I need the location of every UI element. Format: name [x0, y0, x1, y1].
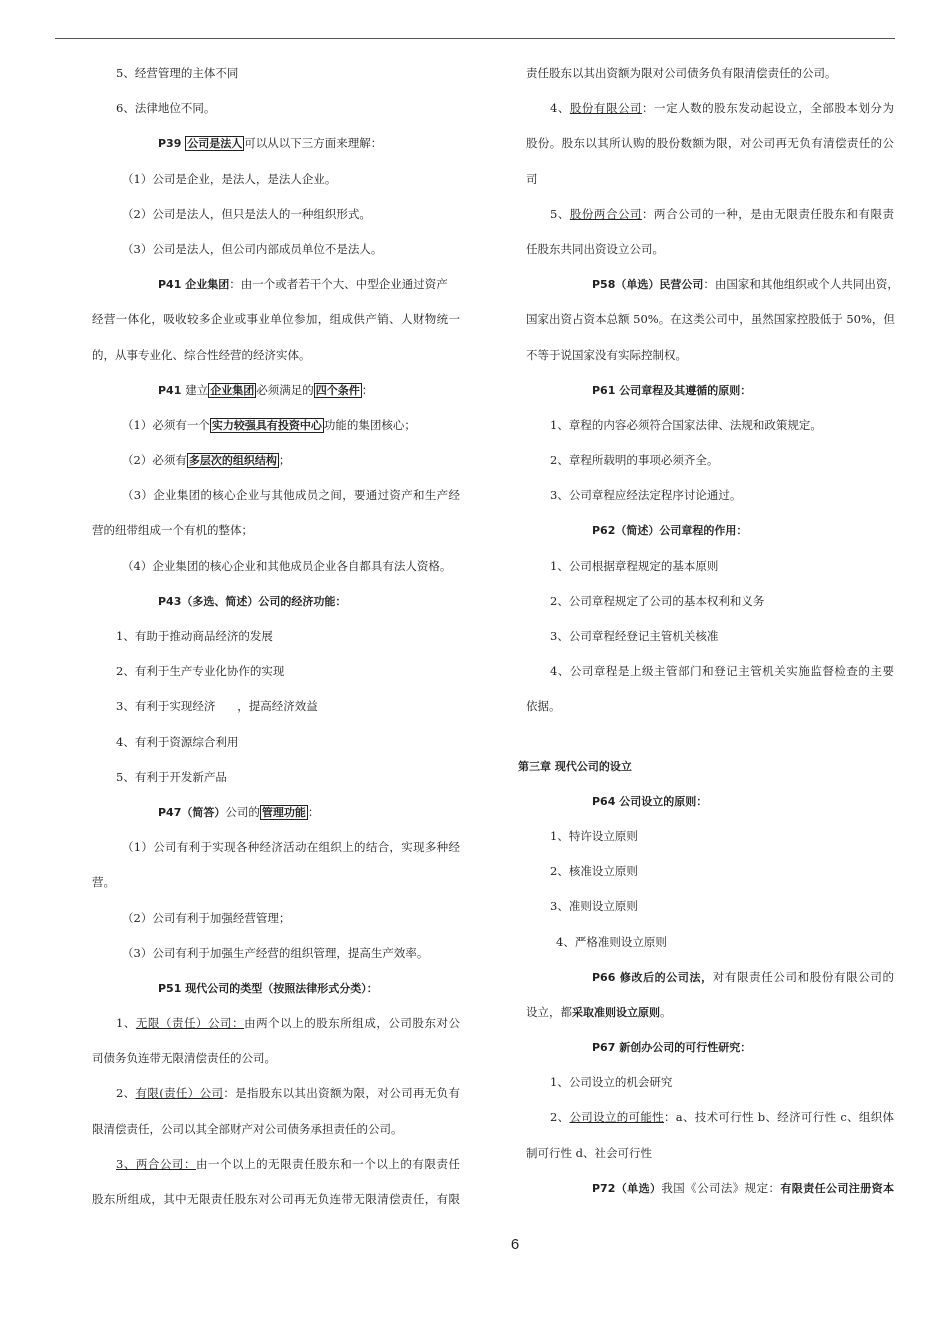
- text-line: （3）企业集团的核心企业与其他成员之间，要通过资产和生产经: [122, 488, 460, 503]
- boxed-term: 企业集团: [210, 383, 255, 397]
- text-line: （2）公司有利于加强经营管理；: [122, 910, 291, 925]
- boxed-term: 管理功能: [261, 805, 306, 819]
- section-heading: P51 现代公司的类型（按照法律形式分类）：: [158, 981, 378, 995]
- text-line: 1、无限（责任）公司：由两个以上的股东所组成，公司股东对公: [116, 1016, 460, 1031]
- list-item: 1、特许设立原则: [550, 828, 638, 843]
- text-line: （1）公司有利于实现各种经济活动在组织上的结合，实现多种经: [122, 840, 460, 855]
- list-item: 5、有利于开发新产品: [116, 769, 227, 784]
- boxed-term: 公司是法人: [187, 137, 243, 151]
- text-line: 依据。: [526, 699, 561, 714]
- text-line: 营的纽带组成一个有机的整体；: [92, 523, 253, 538]
- section-heading: P41 建立 企业集团 必须满足的 四个条件 ：: [158, 382, 374, 397]
- text-line: 股份。股东以其所认购的股份数额为限，对公司再无负有清偿责任的公: [526, 136, 894, 151]
- boxed-term: 实力较强具有投资中心: [211, 418, 322, 432]
- list-item: 2、公司章程规定了公司的基本权利和义务: [550, 593, 765, 608]
- section-heading: P58（单选）民营公司：由国家和其他组织或个人共同出资，: [592, 277, 899, 292]
- text-line: 司债务负连带无限清偿责任的公司。: [92, 1051, 276, 1066]
- text-line: 设立，都采取准则设立原则。: [526, 1004, 672, 1019]
- text-line: 5、经营管理的主体不同: [116, 66, 239, 80]
- list-item: 2、核准设立原则: [550, 864, 638, 879]
- section-heading: P47（简答）公司的 管理功能 ：: [158, 804, 320, 819]
- list-item: 3、有利于实现经济 ，提高经济效益: [116, 699, 318, 714]
- text-line: 5、股份两合公司：两合公司的一种，是由无限责任股东和有限责: [550, 206, 895, 221]
- list-item: 1、公司设立的机会研究: [550, 1075, 673, 1090]
- text-line: 股东所组成，其中无限责任股东对公司再无负连带无限清偿责任，有限: [92, 1192, 460, 1206]
- text-line: 国家出资占资本总额 50%。在这类公司中，虽然国家控股低于 50%，但: [526, 312, 895, 327]
- text-line: 的，从事专业化、综合性经营的经济实体。: [92, 347, 311, 362]
- text-line: （2）公司是法人，但只是法人的一种组织形式。: [122, 206, 371, 221]
- list-item: 1、有助于推动商品经济的发展: [116, 629, 273, 643]
- list-item: 4、公司章程是上级主管部门和登记主管机关实施监督检查的主要: [550, 664, 894, 679]
- list-item: 1、章程的内容必须符合国家法律、法规和政策规定。: [550, 417, 822, 432]
- text-line: 司: [526, 171, 538, 186]
- section-heading: P61 公司章程及其遵循的原则：: [592, 383, 752, 397]
- list-item: 2、章程所载明的事项必须齐全。: [550, 453, 719, 468]
- section-heading: P72（单选）我国《公司法》规定：有限责任公司注册资本: [592, 1180, 894, 1195]
- text-line: 4、股份有限公司：一定人数的股东发动起设立，全部股本划分为: [550, 101, 895, 116]
- section-heading: P67 新创办公司的可行性研究：: [592, 1041, 752, 1055]
- list-item: 3、准则设立原则: [550, 899, 638, 914]
- text-line: 2、有限(责任）公司：是指股东以其出资额为限，对公司再无负有: [116, 1086, 460, 1101]
- boxed-term: 多层次的组织结构: [188, 454, 277, 468]
- section-heading: P64 公司设立的原则：: [592, 794, 708, 808]
- text-line: （4）企业集团的核心企业和其他成员企业各自都具有法人资格。: [122, 558, 452, 573]
- left-column: [92, 56, 460, 1217]
- section-heading: P66 修改后的公司法，对有限责任公司和股份有限公司的: [592, 969, 894, 984]
- list-item: 2、公司设立的可能性：a、技术可行性 b、经济可行性 c、组织体: [550, 1110, 895, 1125]
- text-line: （1）必须有一个 实力较强具有投资中心 功能的集团核心；: [122, 417, 416, 432]
- section-heading: P41 企业集团：由一个或者若干个大、中型企业通过资产: [158, 277, 448, 292]
- text-line: （3）公司有利于加强生产经营的组织管理，提高生产效率。: [122, 945, 429, 960]
- page-number: 6: [510, 1236, 520, 1253]
- text-line: 任股东共同出资设立公司。: [526, 241, 664, 256]
- text-line: （1）公司是企业，是法人，是法人企业。: [122, 171, 337, 186]
- text-line: 3、两合公司：由一个以上的无限责任股东和一个以上的有限责任: [116, 1156, 460, 1171]
- text-line: 不等于说国家没有实际控制权。: [526, 347, 687, 362]
- section-heading: P43（多选、简述）公司的经济功能：: [158, 594, 347, 608]
- text-line: 6、法律地位不同。: [116, 101, 216, 116]
- text-line: 限清偿责任，公司以其全部财产对公司债务承担责任的公司。: [92, 1121, 403, 1136]
- section-heading: P39 公司是法人 可以从以下三方面来理解：: [158, 136, 383, 151]
- header-rule: [55, 38, 895, 39]
- list-item: 4、严格准则设立原则: [556, 934, 667, 949]
- text-line: 制可行性 d、社会可行性: [526, 1145, 653, 1160]
- list-item: 3、公司章程应经法定程序讨论通过。: [550, 488, 742, 503]
- text-line: （3）公司是法人，但公司内部成员单位不是法人。: [122, 241, 383, 256]
- list-item: 3、公司章程经登记主管机关核准: [550, 629, 719, 643]
- right-column: [518, 56, 899, 1206]
- text-line: 经营一体化，吸收较多企业或事业单位参加，组成供产销、人财物统一: [92, 312, 460, 327]
- text-line: 营。: [92, 875, 115, 890]
- chapter-heading: 第三章 现代公司的设立: [518, 759, 632, 773]
- section-heading: P62（简述）公司章程的作用：: [592, 524, 748, 538]
- list-item: 2、有利于生产专业化协作的实现: [116, 664, 285, 679]
- text-line: （2）必须有 多层次的组织结构 ；: [122, 453, 291, 468]
- boxed-term: 四个条件: [315, 383, 360, 397]
- list-item: 4、有利于资源综合利用: [116, 734, 239, 749]
- text-line: 责任股东以其出资额为限对公司债务负有限清偿责任的公司。: [526, 66, 837, 80]
- list-item: 1、公司根据章程规定的基本原则: [550, 558, 719, 573]
